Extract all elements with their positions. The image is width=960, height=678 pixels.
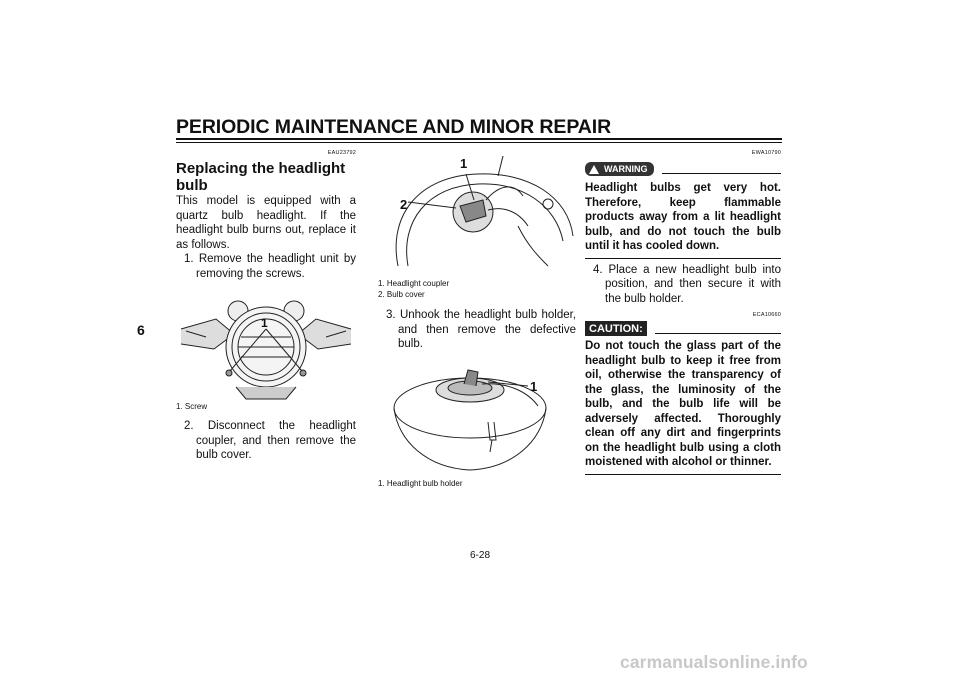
fig2-caption-2: 2. Bulb cover	[378, 290, 425, 299]
fig3-caption: 1. Headlight bulb holder	[378, 478, 463, 488]
caution-label: CAUTION:	[585, 321, 647, 336]
caution-text: Do not touch the glass part of the headlight bulb to keep it free from oil, otherwise the transparency of the glass, the luminosity of the bulb, and the bulb life will be adversely affected. Thoroughly clean off any dirt and fingerprints on the headlight bulb using a cloth moistened with alcohol or thinner.	[585, 340, 781, 468]
fig2-caption-1: 1. Headlight coupler	[378, 279, 450, 288]
caution-rule	[655, 333, 781, 334]
header-rule	[176, 138, 782, 140]
page-title: PERIODIC MAINTENANCE AND MINOR REPAIR	[176, 116, 612, 138]
page-number: 6-28	[470, 550, 491, 561]
middle-column	[378, 156, 576, 489]
step-1: 1. Remove the headlight unit by removing the screws.	[184, 253, 356, 280]
step-3: 3. Unhook the headlight bulb holder, and then remove the defective bulb.	[386, 309, 576, 350]
warning-rule	[662, 173, 782, 174]
left-column	[176, 150, 356, 463]
header-rule-thin	[176, 142, 782, 143]
warning-label: WARNING	[604, 164, 648, 174]
warning-end-rule	[585, 258, 781, 259]
watermark: carmanualsonline.info	[620, 652, 808, 672]
section-code: EAU23792	[327, 150, 356, 156]
warning-triangle-icon	[589, 165, 599, 174]
caution-end-rule	[585, 474, 781, 475]
chapter-tab: 6	[137, 322, 167, 342]
warning-badge	[585, 162, 654, 176]
fig2-callout-1: 1	[460, 156, 468, 171]
warning-text: Headlight bulbs get very hot. Therefore, keep flammable products away from a lit headlight bulb, and do not touch the bulb until it has cooled down.	[585, 182, 781, 252]
fig1-callout: 1	[261, 316, 268, 330]
fig1-caption: 1. Screw	[176, 402, 208, 411]
section-title: Replacing the headlight bulb	[176, 160, 346, 194]
step-2: 2. Disconnect the headlight coupler, and then remove the bulb cover.	[184, 420, 356, 461]
fig2-callout-2: 2	[400, 197, 408, 212]
caution-header	[585, 321, 781, 336]
warning-code: EWA10790	[751, 150, 781, 156]
figure-headlight-unit	[176, 289, 356, 401]
figure-bulb-holder	[378, 362, 576, 474]
warning-header	[585, 162, 781, 176]
step-4: 4. Place a new headlight bulb into position, and then secure it with the bulb holder.	[593, 263, 781, 305]
caution-code: ECA10660	[752, 312, 781, 318]
intro-paragraph: This model is equipped with a quartz bulb headlight. If the headlight bulb burns out, replace it as follows.	[176, 195, 356, 251]
figure-headlight-coupler	[378, 156, 576, 278]
fig3-callout: 1	[530, 378, 538, 394]
right-column	[585, 150, 781, 475]
